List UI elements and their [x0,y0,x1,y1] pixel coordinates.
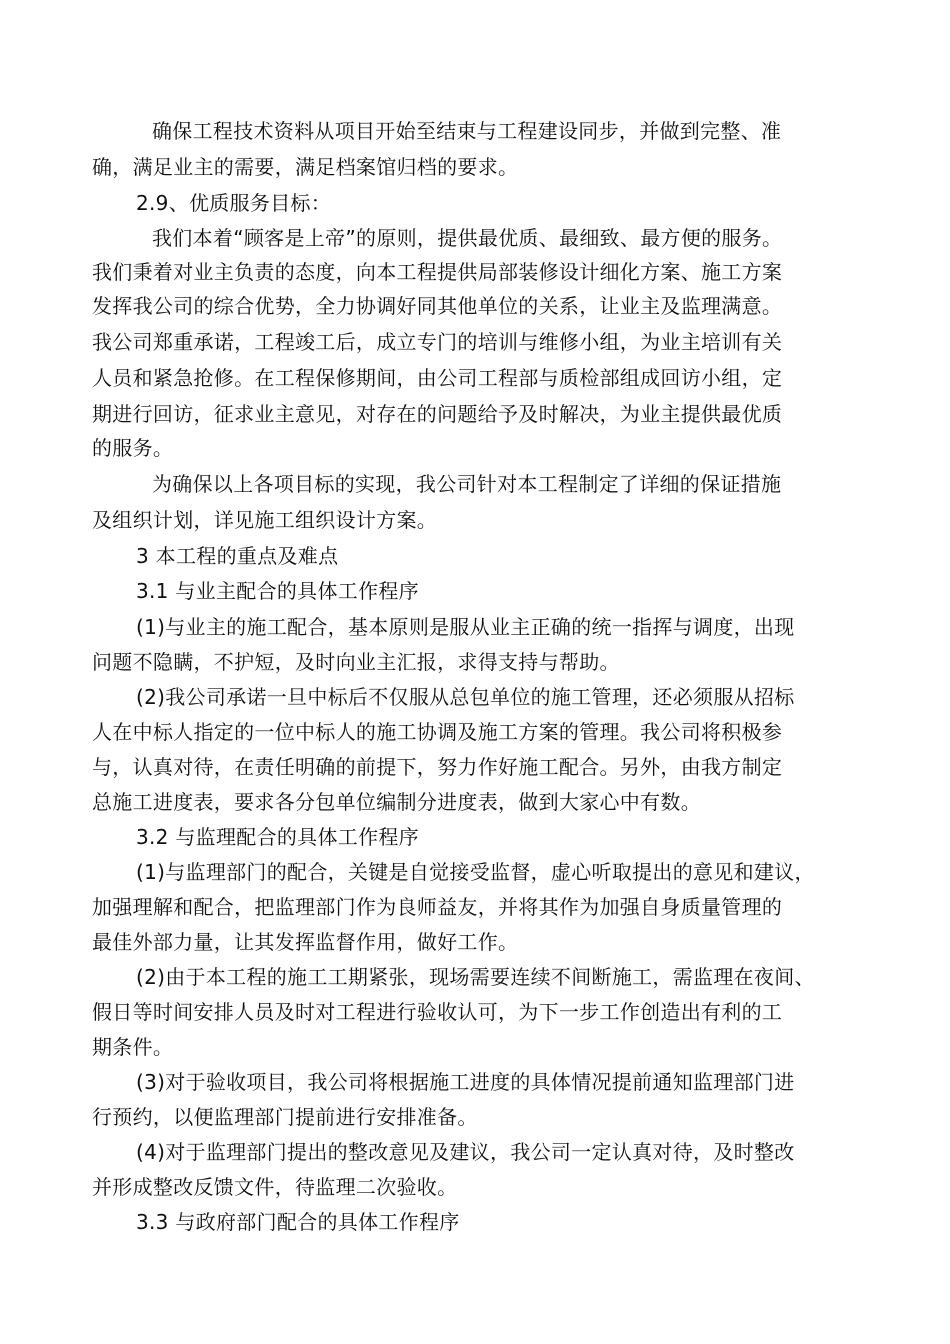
text-line: (1)与监理部门的配合，关键是自觉接受监督，虚心听取提出的意见和建议， [136,860,815,884]
text-line: (2)我公司承诺一旦中标后不仅服从总包单位的施工管理，还必须服从招标 [136,685,795,709]
text-line: 人员和紧急抢修。在工程保修期间，由公司工程部与质检部组成回访小组，定 [92,366,783,390]
section-heading: 3.3 与政府部门配合的具体工作程序 [136,1210,460,1234]
text-line: 我们本着“顾客是上帝”的原则，提供最优质、最细致、最方便的服务。 [152,226,783,250]
text-line: 人在中标人指定的一位中标人的施工协调及施工方案的管理。我公司将积极参 [92,720,783,744]
text-line: 并形成整改反馈文件，待监理二次验收。 [92,1175,458,1199]
text-line: 确，满足业主的需要，满足档案馆归档的要求。 [92,155,519,179]
text-line: 假日等时间安排人员及时对工程进行验收认可，为下一步工作创造出有利的工 [92,1000,783,1024]
text-line: 期条件。 [92,1035,174,1059]
text-line: (1)与业主的施工配合，基本原则是服从业主正确的统一指挥与调度，出现 [136,615,795,639]
text-line: 及组织计划，详见施工组织设计方案。 [92,508,438,532]
text-line: 最佳外部力量，让其发挥监督作用，做好工作。 [92,930,519,954]
text-line: 问题不隐瞒，不护短，及时向业主汇报，求得支持与帮助。 [92,650,620,674]
section-heading: 3.2 与监理配合的具体工作程序 [136,825,419,849]
text-line: 与，认真对待，在责任明确的前提下，努力作好施工配合。另外，由我方制定 [92,755,783,779]
text-line: 我公司郑重承诺，工程竣工后，成立专门的培训与维修小组，为业主培训有关 [92,330,783,354]
text-line: 发挥我公司的综合优势，全力协调好同其他单位的关系，让业主及监理满意。 [92,294,783,318]
text-line: 我们秉着对业主负责的态度，向本工程提供局部装修设计细化方案、施工方案 [92,260,783,284]
section-heading: 2.9、优质服务目标： [136,191,332,215]
text-line: 行预约，以便监理部门提前进行安排准备。 [92,1105,478,1129]
text-line: 总施工进度表，要求各分包单位编制分进度表，做到大家心中有数。 [92,790,701,814]
section-heading: 3.1 与业主配合的具体工作程序 [136,579,419,603]
text-line: (3)对于验收项目，我公司将根据施工进度的具体情况提前通知监理部门进 [136,1070,795,1094]
text-line: 为确保以上各项目标的实现，我公司针对本工程制定了详细的保证措施 [152,472,782,496]
text-line: (2)由于本工程的施工工期紧张，现场需要连续不间断施工，需监理在夜间、 [136,965,815,989]
text-line: 确保工程技术资料从项目开始至结束与工程建设同步，并做到完整、准 [152,119,782,143]
text-line: 的服务。 [92,436,174,460]
section-heading: 3 本工程的重点及难点 [136,544,339,568]
text-line: (4)对于监理部门提出的整改意见及建议，我公司一定认真对待，及时整改 [136,1140,795,1164]
text-line: 加强理解和配合，把监理部门作为良师益友，并将其作为加强自身质量管理的 [92,895,783,919]
text-line: 期进行回访，征求业主意见，对存在的问题给予及时解决，为业主提供最优质 [92,402,783,426]
